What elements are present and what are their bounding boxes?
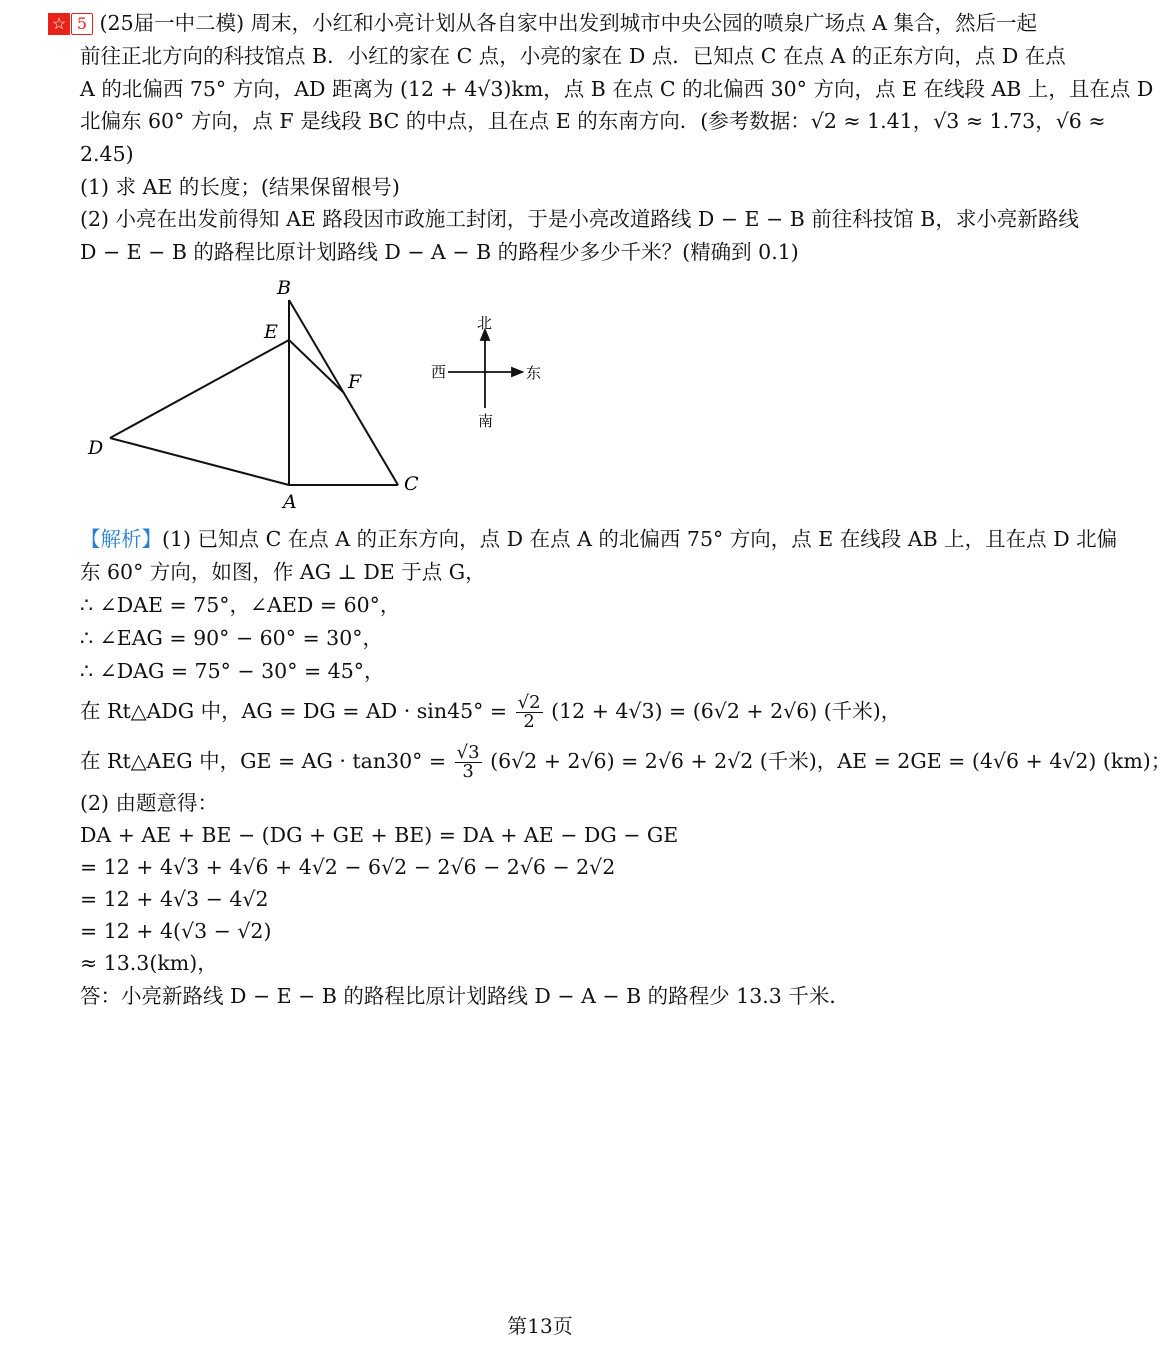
solution-line-9: DA + AE + BE − (DG + GE + BE) = DA + AE − DG − GE <box>80 823 679 847</box>
segment-DA <box>110 438 289 485</box>
page-number: 第13页 <box>507 1314 573 1338</box>
fraction-sqrt3-over-3: $\frac{√3}{3}$ <box>456 742 480 782</box>
solution-line-6: 在 Rt△ADG 中，AG = DG = AD · sin45° = $\frac{√2}{2}$ (12 + 4√3) = (6√2 + 2√6) (千米)， <box>80 692 902 732</box>
label-E: E <box>264 321 278 343</box>
question-part-2: (2) 小亮在出发前得知 AE 路段因市政施工封闭，于是小亮改道路线 D − E − B 前往科技馆 B，求小亮新路线 <box>80 207 1079 231</box>
question-part-1: (1) 求 AE 的长度；(结果保留根号) <box>80 175 400 199</box>
question-number: 5 <box>71 13 93 35</box>
compass-rose <box>424 310 554 434</box>
solution-line-8: (2) 由题意得： <box>80 791 219 815</box>
solution-tag: 【解析】 <box>80 527 162 551</box>
east-arrow-icon <box>512 368 522 376</box>
problem-line-4: 北偏东 60° 方向，点 F 是线段 BC 的中点，且在点 E 的东南方向．(参考数据：√2 ≈ 1.41，√3 ≈ 1.73，√6 ≈ <box>80 109 1106 133</box>
geometry-figure <box>80 278 440 518</box>
problem-line-2: 前往正北方向的科技馆点 B．小红的家在 C 点，小亮的家在 D 点．已知点 C 在点 A 的正东方向，点 D 在点 <box>80 44 1066 68</box>
solution-line-12: = 12 + 4(√3 − √2) <box>80 919 272 943</box>
label-B: B <box>277 277 291 299</box>
compass-north-label: 北 <box>477 314 493 332</box>
solution-line-5: ∴ ∠DAG = 75° − 30° = 45°， <box>80 659 385 683</box>
problem-line-5: 2.45) <box>80 142 134 166</box>
label-C: C <box>404 473 419 495</box>
label-D: D <box>88 437 104 459</box>
question-part-2-cont: D − E − B 的路程比原计划路线 D − A − B 的路程少多少千米？(精确到 0.1) <box>80 240 799 264</box>
solution-line-11: = 12 + 4√3 − 4√2 <box>80 887 269 911</box>
solution-line-2: 东 60° 方向，如图，作 AG ⊥ DE 于点 G， <box>80 560 486 584</box>
compass-east-label: 东 <box>526 364 542 382</box>
solution-line-3: ∴ ∠DAE = 75°，∠AED = 60°， <box>80 593 401 617</box>
solution-line-10: = 12 + 4√3 + 4√6 + 4√2 − 6√2 − 2√6 − 2√6 − 2√2 <box>80 855 616 879</box>
compass-south-label: 南 <box>478 412 494 430</box>
problem-line-3: A 的北偏西 75° 方向，AD 距离为 (12 + 4√3)km，点 B 在点 C 的北偏西 30° 方向，点 E 在线段 AB 上，且在点 D <box>80 77 1154 101</box>
solution-line-13: ≈ 13.3(km)， <box>80 951 218 975</box>
fraction-sqrt2-over-2: $\frac{√2}{2}$ <box>517 692 541 732</box>
question-badge <box>48 8 93 38</box>
solution-line-4: ∴ ∠EAG = 90° − 60° = 30°， <box>80 626 384 650</box>
solution-line-7: 在 Rt△AEG 中，GE = AG · tan30° = $\frac{√3}{3}$ (6√2 + 2√6) = 2√6 + 2√2 (千米)，AE = 2GE = (4√6 + 4√2) (km)； <box>80 742 1171 782</box>
problem-text: (25届一中二模) 周末，小红和小亮计划从各自家中出发到城市中央公园的喷泉广场点 A 集合，然后一起 <box>99 11 1037 35</box>
label-A: A <box>283 491 297 513</box>
solution-line-1: 【解析】(1) 已知点 C 在点 A 的正东方向，点 D 在点 A 的北偏西 75° 方向，点 E 在线段 AB 上，且在点 D 北偏 <box>80 527 1118 551</box>
answer-line: 答：小亮新路线 D − E − B 的路程比原计划路线 D − A − B 的路程少 13.3 千米． <box>80 984 850 1008</box>
label-F: F <box>348 371 362 393</box>
star-icon: ☆ <box>48 13 70 35</box>
problem-line-1 <box>48 8 1037 40</box>
compass-west-label: 西 <box>431 363 447 381</box>
segment-DE <box>110 340 289 438</box>
